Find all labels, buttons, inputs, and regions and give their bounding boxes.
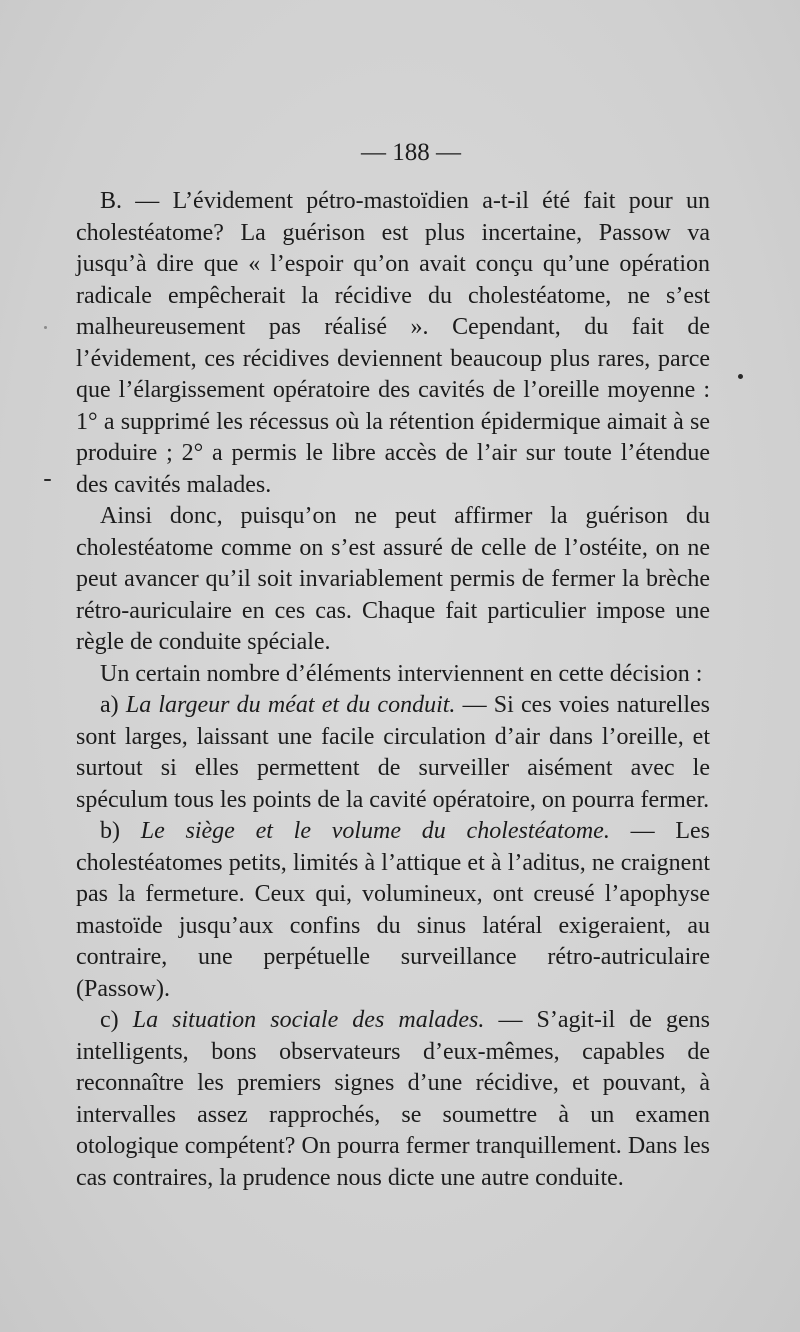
paragraph-text: Ainsi donc, puisqu’on ne peut affirmer la guérison du cholestéatome comme on s’est assuré de celle de l’ostéite, on ne peut avancer qu’il soit invariablement permis de fermer la brèche rétro-auriculaire en ces cas. Chaque fait particulier impose une règle de conduite spéciale. (76, 503, 710, 655)
item-marker: b) (100, 818, 141, 844)
print-speck (44, 326, 47, 329)
paragraph-item-b (76, 816, 710, 1005)
paragraph-text: — S’agit-il de gens intelligents, bons observateurs d’eux-mêmes, capables de reconnaître les premiers signes d’une récidive, et pouvant, à intervalles assez rapprochés, se soumettre à un examen otologique compétent? On pourra fermer tranquillement. Dans les cas contraires, la prudence nous dicte une autre conduite. (76, 1007, 710, 1191)
item-title: La situation sociale des malades. (132, 1007, 485, 1033)
paragraph-item-c (76, 1005, 710, 1194)
paragraph-item-a (76, 690, 710, 816)
item-marker: a) (100, 692, 126, 718)
book-page (76, 138, 710, 1194)
item-marker: c) (100, 1007, 133, 1033)
item-title: Le siège et le volume du cholestéatome. (140, 818, 610, 844)
item-title: La largeur du méat et du conduit. (125, 692, 456, 718)
paragraph-elements (76, 659, 710, 691)
paragraph-text: Un certain nombre d’éléments interviennent en cette décision : (100, 660, 703, 687)
paragraph-ainsi-donc (76, 501, 710, 659)
paragraph-text: B. — L’évidement pétro-mastoïdien a-t-il été fait pour un cholestéatome? La guérison est plus incertaine, Passow va jusqu’à dire que « l’espoir qu’on avait conçu qu’une opération radicale empêcherait la récidive du cholestéatome, ne s’est malheureusement pas réalisé ». Cependant, du fait de l’évidement, ces récidives deviennent beaucoup plus rares, parce que l’élargissement opératoire des cavités de l’oreille moyenne : 1° a supprimé les récessus où la rétention épidermique aimait à se produire ; 2° a permis le libre accès de l’air sur toute l’étendue des cavités malades. (76, 188, 710, 498)
paragraph-text: — Les cholestéatomes petits, limités à l’attique et à l’aditus, ne craignent pas la fermeture. Ceux qui, volumineux, ont creusé l’apophyse mastoïde jusqu’aux confins du sinus latéral exigeraient, au contraire, une perpétuelle surveillance rétro-autriculaire (Passow). (76, 818, 710, 1002)
page-number: — 188 — (361, 139, 461, 166)
print-speck (44, 479, 51, 481)
paragraph-evidement (76, 186, 710, 501)
paragraph-text: — Si ces voies naturelles sont larges, laissant une facile circulation d’air dans l’oreille, et surtout si elles permettent de surveiller aisément avec le spéculum tous les points de la cavité opératoire, on pourra fermer. (76, 692, 710, 813)
print-speck (738, 374, 743, 379)
